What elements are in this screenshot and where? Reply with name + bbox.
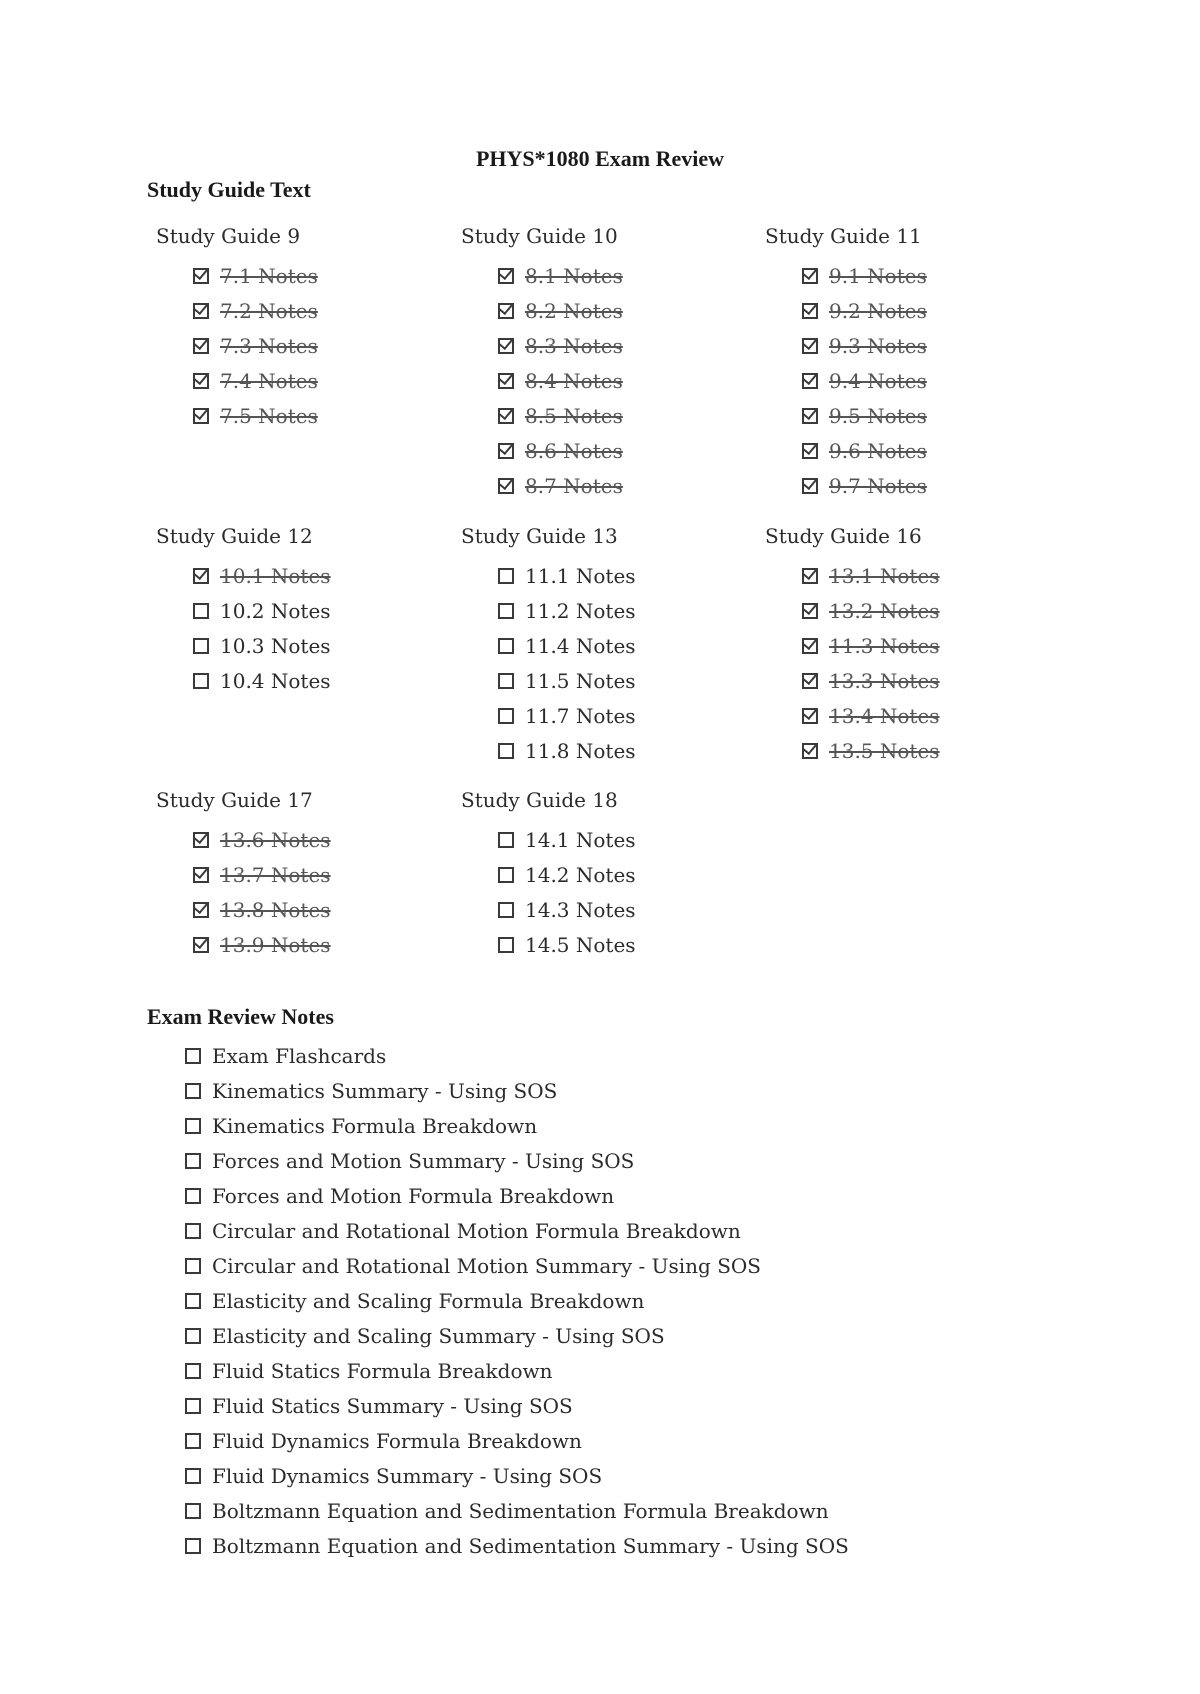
study-guide-title: Study Guide 17: [156, 788, 313, 812]
checklist-item[interactable]: [193, 892, 456, 927]
checklist-item[interactable]: [185, 1178, 849, 1213]
study-guide-title: Study Guide 9: [156, 224, 301, 248]
checked-checkbox[interactable]: [193, 408, 209, 424]
checklist-item[interactable]: [185, 1108, 849, 1143]
checklist-item-label: 14.1 Notes: [525, 827, 636, 852]
unchecked-checkbox[interactable]: [498, 708, 514, 724]
checklist-item[interactable]: [185, 1353, 849, 1388]
checklist-item[interactable]: [498, 363, 761, 398]
exam-review-notes-list: [185, 1038, 849, 1563]
unchecked-checkbox[interactable]: [185, 1118, 201, 1134]
exam-review-notes-heading: Exam Review Notes: [147, 1004, 334, 1029]
checklist-item[interactable]: [193, 663, 456, 698]
checklist-item-label: Fluid Statics Summary - Using SOS: [212, 1393, 573, 1418]
checked-checkbox[interactable]: [193, 303, 209, 319]
checklist-item[interactable]: [802, 663, 1065, 698]
checklist-item-label: 8.6 Notes: [525, 438, 623, 463]
checklist-item-label: 13.4 Notes: [829, 703, 940, 728]
checklist-item-label: Kinematics Summary - Using SOS: [212, 1078, 558, 1103]
unchecked-checkbox[interactable]: [185, 1153, 201, 1169]
checklist-item-label: 11.7 Notes: [525, 703, 636, 728]
checklist-item[interactable]: [802, 733, 1065, 768]
checklist-item[interactable]: [802, 628, 1065, 663]
checked-checkbox[interactable]: [802, 338, 818, 354]
checklist-item[interactable]: [193, 558, 456, 593]
checklist-item[interactable]: [498, 892, 761, 927]
checklist-item[interactable]: [185, 1248, 849, 1283]
checked-checkbox[interactable]: [802, 373, 818, 389]
unchecked-checkbox[interactable]: [498, 743, 514, 759]
checklist-item-label: 8.7 Notes: [525, 473, 623, 498]
checklist-item-label: Circular and Rotational Motion Formula Breakdown: [212, 1218, 741, 1243]
checklist-item-label: 10.3 Notes: [220, 633, 331, 658]
study-guide-checklist: [156, 558, 456, 698]
unchecked-checkbox[interactable]: [185, 1538, 201, 1554]
unchecked-checkbox[interactable]: [498, 568, 514, 584]
checked-checkbox[interactable]: [498, 373, 514, 389]
checklist-item[interactable]: [193, 822, 456, 857]
checklist-item-label: 11.5 Notes: [525, 668, 636, 693]
checked-checkbox[interactable]: [802, 568, 818, 584]
study-guide-title: Study Guide 10: [461, 224, 618, 248]
checklist-item[interactable]: [185, 1283, 849, 1318]
unchecked-checkbox[interactable]: [185, 1433, 201, 1449]
checklist-item[interactable]: [802, 593, 1065, 628]
checklist-item-label: 10.4 Notes: [220, 668, 331, 693]
checklist-item-label: 13.3 Notes: [829, 668, 940, 693]
checklist-item-label: 9.2 Notes: [829, 298, 927, 323]
checklist-item-label: Exam Flashcards: [212, 1043, 387, 1068]
study-guide-title: Study Guide 16: [765, 524, 922, 548]
checklist-item[interactable]: [498, 328, 761, 363]
unchecked-checkbox[interactable]: [193, 673, 209, 689]
checklist-item[interactable]: [802, 363, 1065, 398]
checklist-item[interactable]: [193, 258, 456, 293]
study-guide-title: Study Guide 12: [156, 524, 313, 548]
checklist-item[interactable]: [802, 398, 1065, 433]
unchecked-checkbox[interactable]: [498, 902, 514, 918]
checklist-item-label: Boltzmann Equation and Sedimentation Formula Breakdown: [212, 1498, 829, 1523]
checklist-item-label: Boltzmann Equation and Sedimentation Summary - Using SOS: [212, 1533, 849, 1558]
unchecked-checkbox[interactable]: [185, 1503, 201, 1519]
unchecked-checkbox[interactable]: [498, 603, 514, 619]
study-guide-block: [156, 524, 456, 698]
checklist-item[interactable]: [185, 1038, 849, 1073]
checklist-item[interactable]: [802, 328, 1065, 363]
checklist-item-label: Fluid Dynamics Summary - Using SOS: [212, 1463, 603, 1488]
checklist-item-label: 14.2 Notes: [525, 862, 636, 887]
checklist-item[interactable]: [185, 1318, 849, 1353]
checklist-item-label: 8.5 Notes: [525, 403, 623, 428]
study-guide-checklist: [765, 558, 1065, 768]
checklist-item[interactable]: [193, 857, 456, 892]
checked-checkbox[interactable]: [802, 303, 818, 319]
study-guide-title: Study Guide 18: [461, 788, 618, 812]
study-guide-text-heading: Study Guide Text: [147, 177, 311, 202]
checklist-item[interactable]: [193, 363, 456, 398]
checklist-item-label: 11.2 Notes: [525, 598, 636, 623]
checklist-item-label: 7.1 Notes: [220, 263, 318, 288]
unchecked-checkbox[interactable]: [185, 1048, 201, 1064]
checklist-item[interactable]: [498, 822, 761, 857]
study-guide-block: [461, 224, 761, 503]
unchecked-checkbox[interactable]: [185, 1223, 201, 1239]
checked-checkbox[interactable]: [498, 408, 514, 424]
checklist-item[interactable]: [185, 1493, 849, 1528]
checklist-item-label: 9.6 Notes: [829, 438, 927, 463]
checklist-item-label: 8.4 Notes: [525, 368, 623, 393]
checklist-item-label: 8.2 Notes: [525, 298, 623, 323]
checklist-item[interactable]: [185, 1073, 849, 1108]
checked-checkbox[interactable]: [802, 603, 818, 619]
checklist-item-label: 13.2 Notes: [829, 598, 940, 623]
checklist-item[interactable]: [193, 628, 456, 663]
unchecked-checkbox[interactable]: [185, 1363, 201, 1379]
checked-checkbox[interactable]: [802, 408, 818, 424]
checklist-item-label: Elasticity and Scaling Formula Breakdown: [212, 1288, 645, 1313]
checked-checkbox[interactable]: [193, 867, 209, 883]
checked-checkbox[interactable]: [193, 832, 209, 848]
checklist-item-label: 10.2 Notes: [220, 598, 331, 623]
checklist-item[interactable]: [498, 433, 761, 468]
checked-checkbox[interactable]: [498, 268, 514, 284]
checked-checkbox[interactable]: [193, 937, 209, 953]
study-guide-block: [156, 788, 456, 962]
checklist-item[interactable]: [193, 593, 456, 628]
checklist-item-label: Circular and Rotational Motion Summary - Using SOS: [212, 1253, 761, 1278]
checklist-item[interactable]: [498, 468, 761, 503]
study-guide-title: Study Guide 11: [765, 224, 922, 248]
checklist-item[interactable]: [802, 433, 1065, 468]
checklist-item[interactable]: [185, 1143, 849, 1178]
checked-checkbox[interactable]: [193, 338, 209, 354]
checklist-item[interactable]: [802, 293, 1065, 328]
checked-checkbox[interactable]: [802, 478, 818, 494]
study-guide-checklist: [156, 822, 456, 962]
checklist-item[interactable]: [193, 328, 456, 363]
checklist-item-label: 9.5 Notes: [829, 403, 927, 428]
checked-checkbox[interactable]: [193, 902, 209, 918]
checklist-item-label: 7.4 Notes: [220, 368, 318, 393]
study-guide-checklist: [156, 258, 456, 433]
checklist-item-label: 13.7 Notes: [220, 862, 331, 887]
checklist-item-label: 14.3 Notes: [525, 897, 636, 922]
unchecked-checkbox[interactable]: [185, 1293, 201, 1309]
page-title: PHYS*1080 Exam Review: [475, 146, 725, 171]
unchecked-checkbox[interactable]: [193, 638, 209, 654]
study-guide-block: [765, 524, 1065, 768]
checklist-item[interactable]: [185, 1388, 849, 1423]
checked-checkbox[interactable]: [498, 443, 514, 459]
study-guide-checklist: [765, 258, 1065, 503]
checklist-item-label: Fluid Dynamics Formula Breakdown: [212, 1428, 582, 1453]
study-guide-title: Study Guide 13: [461, 524, 618, 548]
checklist-item-label: 8.3 Notes: [525, 333, 623, 358]
checklist-item[interactable]: [498, 927, 761, 962]
checklist-item-label: 7.5 Notes: [220, 403, 318, 428]
study-guide-block: [765, 224, 1065, 503]
checklist-item[interactable]: [802, 698, 1065, 733]
checklist-item-label: 13.6 Notes: [220, 827, 331, 852]
checklist-item[interactable]: [498, 398, 761, 433]
checklist-item[interactable]: [498, 593, 761, 628]
checked-checkbox[interactable]: [193, 373, 209, 389]
unchecked-checkbox[interactable]: [193, 603, 209, 619]
checked-checkbox[interactable]: [802, 443, 818, 459]
study-guide-block: [461, 524, 761, 768]
checklist-item[interactable]: [193, 927, 456, 962]
checklist-item[interactable]: [498, 663, 761, 698]
unchecked-checkbox[interactable]: [185, 1468, 201, 1484]
checklist-item-label: 11.4 Notes: [525, 633, 636, 658]
checked-checkbox[interactable]: [498, 303, 514, 319]
checklist-item-label: 11.3 Notes: [829, 633, 940, 658]
unchecked-checkbox[interactable]: [498, 673, 514, 689]
checklist-item-label: Forces and Motion Summary - Using SOS: [212, 1148, 635, 1173]
checklist-item-label: 9.1 Notes: [829, 263, 927, 288]
checklist-item[interactable]: [802, 558, 1065, 593]
checklist-item-label: 14.5 Notes: [525, 932, 636, 957]
checklist-item-label: 11.1 Notes: [525, 563, 636, 588]
study-guide-block: [461, 788, 761, 962]
checklist-item[interactable]: [802, 468, 1065, 503]
checklist-item-label: 9.7 Notes: [829, 473, 927, 498]
unchecked-checkbox[interactable]: [498, 937, 514, 953]
unchecked-checkbox[interactable]: [498, 867, 514, 883]
checklist-item-label: Fluid Statics Formula Breakdown: [212, 1358, 553, 1383]
checked-checkbox[interactable]: [498, 338, 514, 354]
unchecked-checkbox[interactable]: [498, 638, 514, 654]
checklist-item-label: 7.3 Notes: [220, 333, 318, 358]
study-guide-checklist: [461, 558, 761, 768]
checklist-item-label: Forces and Motion Formula Breakdown: [212, 1183, 615, 1208]
study-guide-checklist: [461, 258, 761, 503]
study-guide-checklist: [461, 822, 761, 962]
unchecked-checkbox[interactable]: [185, 1188, 201, 1204]
checklist-item-label: Kinematics Formula Breakdown: [212, 1113, 538, 1138]
checked-checkbox[interactable]: [802, 708, 818, 724]
checklist-item[interactable]: [185, 1528, 849, 1563]
checked-checkbox[interactable]: [193, 268, 209, 284]
checked-checkbox[interactable]: [802, 673, 818, 689]
checklist-item[interactable]: [193, 293, 456, 328]
checklist-item-label: 9.3 Notes: [829, 333, 927, 358]
checklist-item-label: 10.1 Notes: [220, 563, 331, 588]
checklist-item-label: 13.8 Notes: [220, 897, 331, 922]
checked-checkbox[interactable]: [498, 478, 514, 494]
unchecked-checkbox[interactable]: [185, 1398, 201, 1414]
checklist-item[interactable]: [193, 398, 456, 433]
checklist-item[interactable]: [498, 733, 761, 768]
checklist-item-label: 7.2 Notes: [220, 298, 318, 323]
checklist-item[interactable]: [498, 258, 761, 293]
unchecked-checkbox[interactable]: [498, 832, 514, 848]
checklist-item[interactable]: [498, 558, 761, 593]
checklist-item-label: 8.1 Notes: [525, 263, 623, 288]
checklist-item[interactable]: [498, 293, 761, 328]
study-guide-block: [156, 224, 456, 433]
checklist-item[interactable]: [185, 1458, 849, 1493]
checked-checkbox[interactable]: [802, 268, 818, 284]
checklist-item-label: 13.1 Notes: [829, 563, 940, 588]
checked-checkbox[interactable]: [802, 743, 818, 759]
checklist-item-label: 9.4 Notes: [829, 368, 927, 393]
checked-checkbox[interactable]: [802, 638, 818, 654]
unchecked-checkbox[interactable]: [185, 1258, 201, 1274]
checklist-item[interactable]: [802, 258, 1065, 293]
checklist-item[interactable]: [185, 1423, 849, 1458]
checklist-item-label: 11.8 Notes: [525, 738, 636, 763]
checklist-item-label: 13.9 Notes: [220, 932, 331, 957]
unchecked-checkbox[interactable]: [185, 1328, 201, 1344]
checklist-item-label: Elasticity and Scaling Summary - Using SOS: [212, 1323, 665, 1348]
checklist-item[interactable]: [185, 1213, 849, 1248]
checked-checkbox[interactable]: [193, 568, 209, 584]
checklist-item[interactable]: [498, 857, 761, 892]
checklist-item[interactable]: [498, 698, 761, 733]
checklist-item[interactable]: [498, 628, 761, 663]
checklist-item-label: 13.5 Notes: [829, 738, 940, 763]
unchecked-checkbox[interactable]: [185, 1083, 201, 1099]
